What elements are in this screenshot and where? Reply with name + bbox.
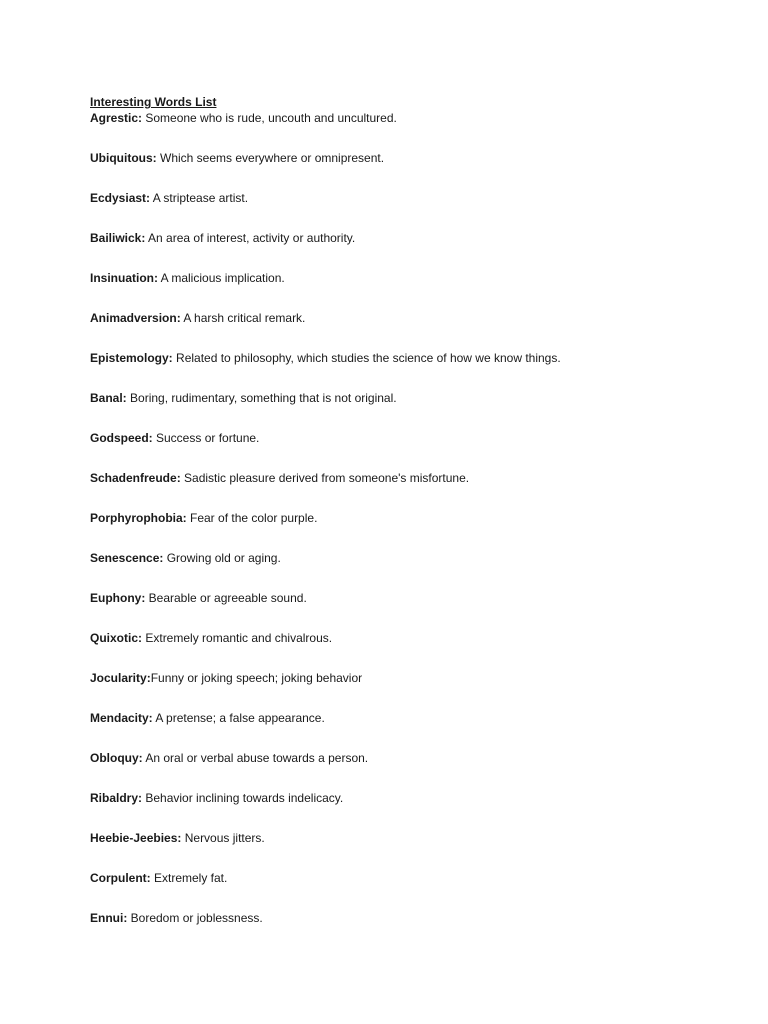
document-body <box>90 94 710 950</box>
word-term: Euphony: <box>90 591 146 605</box>
word-definition: A pretense; a false appearance. <box>152 711 325 725</box>
word-entry <box>90 830 710 846</box>
word-definition: Boring, rudimentary, something that is not original. <box>126 391 397 405</box>
word-definition: Extremely romantic and chivalrous. <box>142 631 333 645</box>
word-definition: An area of interest, activity or authority. <box>145 231 356 245</box>
word-entry <box>90 590 710 606</box>
word-term: Porphyrophobia: <box>90 511 187 525</box>
word-definition: Nervous jitters. <box>181 831 265 845</box>
word-definition: Which seems everywhere or omnipresent. <box>156 151 385 165</box>
word-term: Ubiquitous: <box>90 151 157 165</box>
word-entry <box>90 630 710 646</box>
word-entry <box>90 710 710 726</box>
word-term: Heebie-Jeebies: <box>90 831 182 845</box>
word-entry <box>90 870 710 886</box>
word-entry <box>90 790 710 806</box>
word-entry <box>90 150 710 166</box>
word-term: Jocularity: <box>90 671 151 685</box>
word-definition: A malicious implication. <box>158 271 285 285</box>
word-entry <box>90 670 710 686</box>
word-term: Ecdysiast: <box>90 191 151 205</box>
word-entry <box>90 310 710 326</box>
word-term: Godspeed: <box>90 431 153 445</box>
word-entry <box>90 230 710 246</box>
word-term: Banal: <box>90 391 127 405</box>
word-entry <box>90 270 710 286</box>
word-definition: Related to philosophy, which studies the science of how we know things. <box>172 351 561 365</box>
word-entry <box>90 470 710 486</box>
word-definition: Bearable or agreeable sound. <box>145 591 307 605</box>
word-definition: Someone who is rude, uncouth and uncultured. <box>142 111 397 125</box>
word-term: Ribaldry: <box>90 791 143 805</box>
word-entry <box>90 190 710 206</box>
word-definition: Success or fortune. <box>152 431 260 445</box>
word-term: Ennui: <box>90 911 128 925</box>
word-term: Obloquy: <box>90 751 143 765</box>
word-entry <box>90 430 710 446</box>
word-term: Epistemology: <box>90 351 173 365</box>
word-entry <box>90 550 710 566</box>
word-entry <box>90 390 710 406</box>
word-term: Corpulent: <box>90 871 151 885</box>
document-title: Interesting Words List <box>90 95 217 109</box>
word-definition: Growing old or aging. <box>163 551 281 565</box>
word-term: Animadversion: <box>90 311 181 325</box>
word-definition: Fear of the color purple. <box>186 511 318 525</box>
word-term: Bailiwick: <box>90 231 146 245</box>
word-term: Mendacity: <box>90 711 153 725</box>
word-definition: Boredom or joblessness. <box>127 911 263 925</box>
word-definition: A striptease artist. <box>150 191 249 205</box>
word-term: Insinuation: <box>90 271 158 285</box>
word-definition: Funny or joking speech; joking behavior <box>150 671 363 685</box>
word-term: Senescence: <box>90 551 164 565</box>
word-entry <box>90 110 710 126</box>
word-entry <box>90 750 710 766</box>
word-entry <box>90 910 710 926</box>
word-entry <box>90 510 710 526</box>
word-term: Schadenfreude: <box>90 471 181 485</box>
word-definition: An oral or verbal abuse towards a person. <box>142 751 369 765</box>
word-term: Agrestic: <box>90 111 143 125</box>
word-term: Quixotic: <box>90 631 143 645</box>
word-definition: Behavior inclining towards indelicacy. <box>142 791 344 805</box>
word-definition: Sadistic pleasure derived from someone's misfortune. <box>180 471 470 485</box>
word-definition: A harsh critical remark. <box>180 311 306 325</box>
word-definition: Extremely fat. <box>150 871 228 885</box>
word-entry <box>90 350 710 366</box>
